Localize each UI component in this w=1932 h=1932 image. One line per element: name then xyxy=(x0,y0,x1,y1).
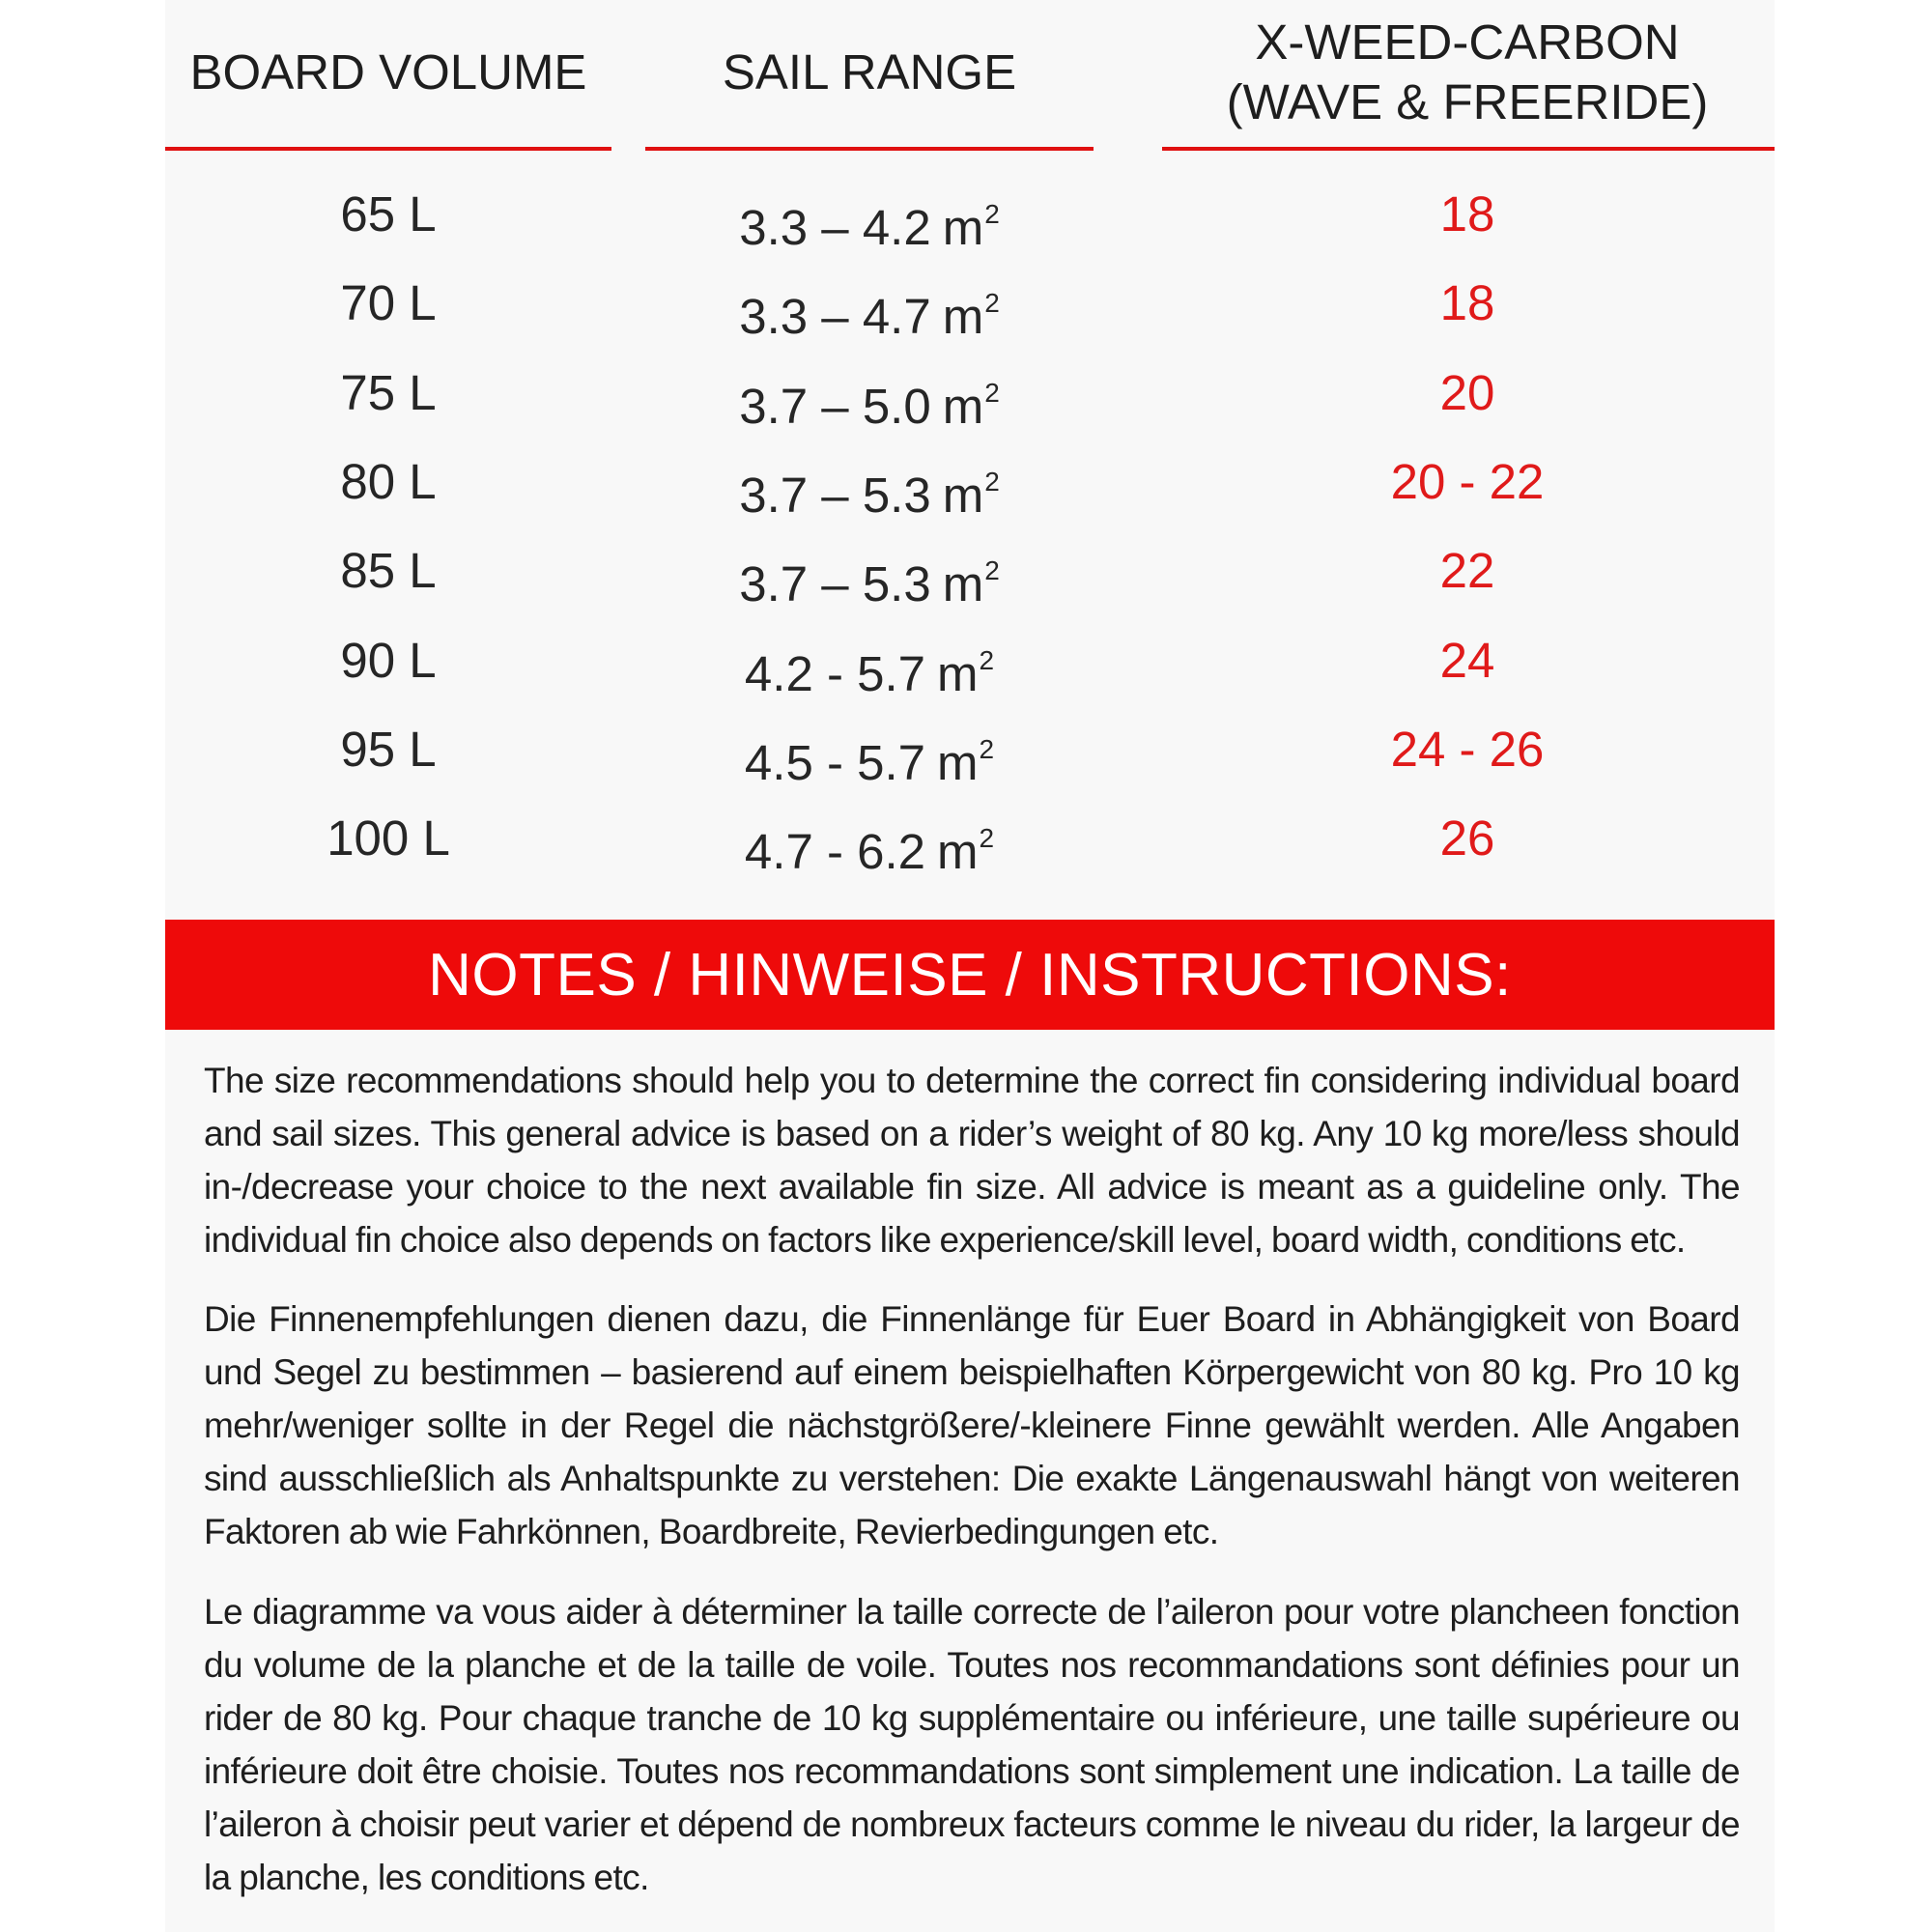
sail-unit-superscript: 2 xyxy=(984,288,1000,319)
sail-unit-superscript: 2 xyxy=(984,199,1000,229)
sail-range-cell xyxy=(645,349,1094,438)
sail-range-value: 3.7 – 5.0 xyxy=(739,378,931,434)
sail-unit: m xyxy=(942,289,984,345)
sail-unit-superscript: 2 xyxy=(979,644,995,675)
header-underline-volume xyxy=(165,147,611,151)
fin-size-cell: 18 xyxy=(1439,186,1495,242)
fin-size-cell: 26 xyxy=(1439,810,1495,867)
sail-range-value: 4.7 - 6.2 xyxy=(744,824,926,880)
board-volume-cell: 70 L xyxy=(340,275,437,331)
header-fin-size: X-WEED-CARBON (WAVE & FREERIDE) xyxy=(1226,14,1709,129)
sail-unit-superscript: 2 xyxy=(979,733,995,764)
header-sail-range: SAIL RANGE xyxy=(722,44,1017,99)
notes-paragraph-english: The size recommendations should help you to determine the correct fin considering individual board and sail sizes. This general advice is based on a rider’s weight of 80 kg. Any 10 kg more/less should in-/decrease your choice to the next available fin size. All advice is meant as a guideline only. The individual fin choice also depends on factors like experience/skill level, board width, conditions etc. xyxy=(204,1061,1740,1260)
table-row xyxy=(0,705,1932,794)
fin-size-cell: 18 xyxy=(1439,275,1495,331)
sail-range-value: 4.2 - 5.7 xyxy=(744,645,926,701)
sail-range-cell xyxy=(645,438,1094,526)
sail-range-value: 3.3 – 4.7 xyxy=(739,289,931,345)
sail-unit-superscript: 2 xyxy=(984,555,1000,586)
fin-size-cell: 20 - 22 xyxy=(1390,453,1545,509)
table-row xyxy=(0,438,1932,526)
board-volume-cell: 95 L xyxy=(340,721,437,777)
fin-size-cell: 20 xyxy=(1439,364,1495,420)
table-row xyxy=(0,526,1932,615)
sail-unit: m xyxy=(937,734,979,790)
sail-unit: m xyxy=(942,467,984,523)
sail-range-cell xyxy=(645,705,1094,794)
fin-size-cell: 24 xyxy=(1439,632,1495,688)
sail-unit-superscript: 2 xyxy=(979,823,995,854)
notes-paragraph-french: Le diagramme va vous aider à déterminer la taille correcte de l’aileron pour votre plancheen fonction du volume de la planche et de la taille de voile. Toutes nos recommandations sont définies pour un rider de 80 kg. Pour chaque tranche de 10 kg supplémentaire ou inférieure, une taille supérieure ou inférieure doit être choisie. Toutes nos recommandations sont simplement une indication. La taille de l’aileron à choisir peut varier et dépend de nombreux facteurs comme le niveau du rider, la largeur de la planche, les conditions etc. xyxy=(204,1592,1740,1897)
board-volume-cell: 90 L xyxy=(340,632,437,688)
sail-range-cell xyxy=(645,259,1094,348)
sail-range-value: 3.3 – 4.2 xyxy=(739,200,931,255)
table-row xyxy=(0,794,1932,883)
notes-paragraph-german: Die Finnenempfehlungen dienen dazu, die Finnenlänge für Euer Board in Abhängigkeit von Board und Segel zu bestimmen – basierend auf einem beispielhaften Körpergewicht von 80 kg. Pro 10 kg mehr/weniger sollte in der Regel die nächstgrößere/-kleinere Finne gewählt werden. Alle Angaben sind ausschließlich als Anhaltspunkte zu verstehen: Die exakte Längenauswahl hängt von weiteren Faktoren ab wie Fahrkönnen, Boardbreite, Revierbedingungen etc. xyxy=(204,1299,1740,1551)
table-row xyxy=(0,170,1932,259)
sail-range-cell xyxy=(645,616,1094,705)
sail-unit: m xyxy=(942,200,984,255)
table-row xyxy=(0,259,1932,348)
sail-range-cell xyxy=(645,170,1094,259)
board-volume-cell: 65 L xyxy=(340,186,437,242)
sail-range-cell xyxy=(645,526,1094,615)
board-volume-cell: 85 L xyxy=(340,543,437,599)
header-underline-sail xyxy=(645,147,1094,151)
sail-unit: m xyxy=(942,378,984,434)
board-volume-cell: 100 L xyxy=(327,810,450,867)
sail-range-value: 3.7 – 5.3 xyxy=(739,467,931,523)
table-row xyxy=(0,349,1932,438)
board-volume-cell: 80 L xyxy=(340,453,437,509)
fin-size-cell: 22 xyxy=(1439,543,1495,599)
sail-range-value: 4.5 - 5.7 xyxy=(744,734,926,790)
notes-banner: NOTES / HINWEISE / INSTRUCTIONS: xyxy=(165,920,1775,1030)
table-row xyxy=(0,616,1932,705)
fin-size-cell: 24 - 26 xyxy=(1390,721,1545,777)
sail-range-value: 3.7 – 5.3 xyxy=(739,556,931,612)
board-volume-cell: 75 L xyxy=(340,364,437,420)
sail-unit-superscript: 2 xyxy=(984,377,1000,408)
sail-unit: m xyxy=(937,645,979,701)
sail-unit: m xyxy=(942,556,984,612)
sail-unit: m xyxy=(937,824,979,880)
header-board-volume: BOARD VOLUME xyxy=(189,44,587,99)
sail-unit-superscript: 2 xyxy=(984,466,1000,497)
sail-range-cell xyxy=(645,794,1094,883)
header-underline-fin xyxy=(1162,147,1775,151)
